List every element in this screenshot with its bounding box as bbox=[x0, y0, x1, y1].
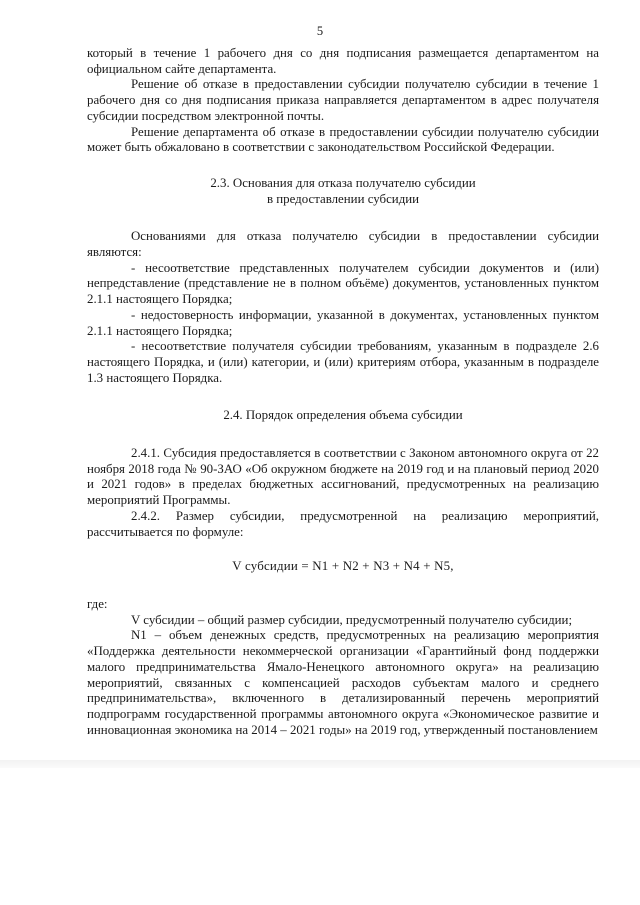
definition-v-subsidy: V субсидии – общий размер субсидии, предусмотренный получателю субсидии; bbox=[131, 612, 573, 627]
paragraph-continuation: который в течение 1 рабочего дня со дня подписания размещается департаментом на официальном сайте департамента. bbox=[87, 46, 599, 76]
definition-n1: N1 – объем денежных средств, предусмотренных на реализацию мероприятия «Поддержка деятельности некоммерческой организации «Гарантийный фонд поддержки малого предпринимательства Ямало-Ненецкого автономного округа» на реализацию мероприятий, связанных с компенсацией расходов субъектам малого и среднего предпринимательства», включенного в детализированный перечень мероприятий подпрограмм государственной программы автономного округа «Экономическое развитие и инновационная экономика на 2014 – 2021 годы» на 2019 год, утвержденный постановлением bbox=[87, 628, 599, 737]
paragraph-appeal: Решение департамента об отказе в предоставлении субсидии получателю субсидии может быть обжаловано в соответствии с законодательством Российской Федерации. bbox=[87, 124, 599, 155]
paragraph-2-4-1: 2.4.1. Субсидия предоставляется в соответствии с Законом автономного округа от 22 ноября 2018 года № 90-ЗАО «Об окружном бюджете на 2019 год и на плановый период 2020 и 2021 годов» в пределах бюджетных ассигнований, предусмотренных на реализацию мероприятий Программы. bbox=[87, 446, 599, 508]
section-heading-2-3-line2: в предоставлении субсидии bbox=[266, 191, 420, 206]
paragraph-grounds-intro: Основаниями для отказа получателю субсидии в предоставлении субсидии являются: bbox=[87, 229, 599, 260]
list-item-grounds: - недостоверность информации, указанной в документах, установленных пунктом 2.1.1 настоящего Порядка; bbox=[87, 307, 599, 338]
subsidy-formula: V субсидии = N1 + N2 + N3 + N4 + N5, bbox=[232, 559, 454, 574]
page-number: 5 bbox=[316, 24, 324, 38]
section-heading-2-3-line1: 2.3. Основания для отказа получателю субсидии bbox=[210, 175, 476, 190]
scan-bottom-edge bbox=[0, 760, 640, 768]
document-body bbox=[87, 46, 599, 738]
paragraph-refusal-notification: Решение об отказе в предоставлении субсидии получателю субсидии в течение 1 рабочего дня со дня подписания приказа направляется департаментом в адрес получателя субсидии посредством электронной почты. bbox=[87, 77, 599, 123]
formula-where-label: где: bbox=[87, 596, 108, 611]
list-item-grounds: - несоответствие получателя субсидии требованиям, указанным в подразделе 2.6 настоящего Порядка, и (или) категории, и (или) критериям отбора, указанным в подразделе 1.3 настоящего Порядка. bbox=[87, 339, 599, 385]
section-heading-2-3 bbox=[87, 176, 599, 207]
paragraph-2-4-2: 2.4.2. Размер субсидии, предусмотренной на реализацию мероприятий, рассчитывается по формуле: bbox=[87, 508, 599, 539]
section-heading-2-4: 2.4. Порядок определения объема субсидии bbox=[223, 408, 463, 423]
list-item-grounds: - несоответствие представленных получателем субсидии документов и (или) непредставление (представление не в полном объёме) документов, установленных пунктом 2.1.1 настоящего Порядка; bbox=[87, 260, 599, 307]
